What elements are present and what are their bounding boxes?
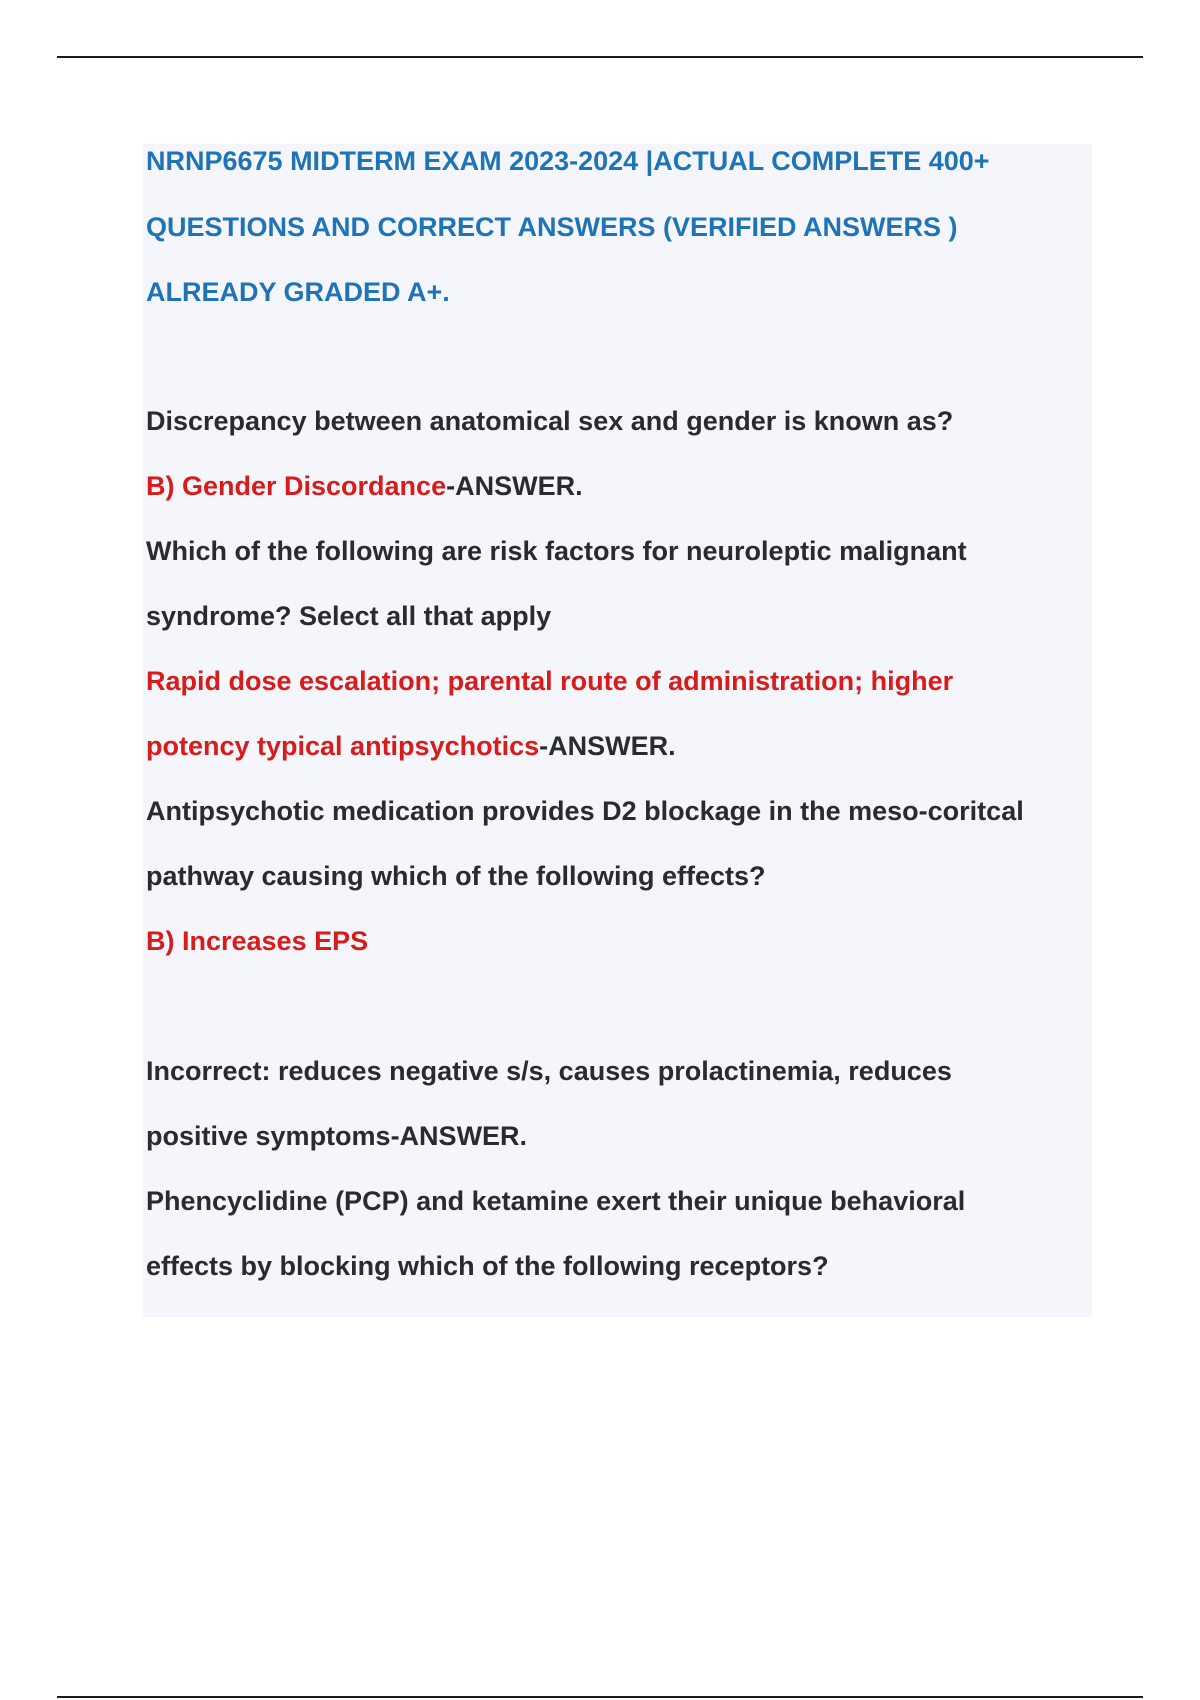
answer-1-line	[146, 470, 583, 502]
answer-2-line-2	[146, 730, 676, 762]
document-title-line-2: QUESTIONS AND CORRECT ANSWERS (VERIFIED ANSWERS )	[146, 212, 958, 242]
header-rule	[57, 56, 1143, 58]
answer-2-line-1: Rapid dose escalation; parental route of administration; higher	[146, 666, 954, 696]
question-3-line-2: pathway causing which of the following effects?	[146, 861, 766, 891]
answer-2-text: potency typical antipsychotics	[146, 731, 540, 761]
footer-rule	[57, 1696, 1143, 1698]
answer-3: B) Increases EPS	[146, 926, 369, 956]
question-4-line-2: effects by blocking which of the following receptors?	[146, 1251, 829, 1281]
question-2-line-2: syndrome? Select all that apply	[146, 601, 552, 631]
answer-2-suffix: -ANSWER.	[539, 731, 676, 761]
document-title-line-3: ALREADY GRADED A+.	[146, 277, 450, 307]
answer-3-explanation-line-2: positive symptoms-ANSWER.	[146, 1121, 528, 1151]
answer-1-suffix: -ANSWER.	[446, 471, 583, 501]
answer-3-explanation-line-1: Incorrect: reduces negative s/s, causes prolactinemia, reduces	[146, 1056, 952, 1086]
question-1: Discrepancy between anatomical sex and gender is known as?	[146, 406, 954, 436]
answer-1: B) Gender Discordance	[146, 471, 447, 501]
question-4-line-1: Phencyclidine (PCP) and ketamine exert their unique behavioral	[146, 1186, 966, 1216]
question-2-line-1: Which of the following are risk factors for neuroleptic malignant	[146, 536, 967, 566]
document-title-line-1: NRNP6675 MIDTERM EXAM 2023-2024 |ACTUAL COMPLETE 400+	[146, 146, 990, 176]
question-3-line-1: Antipsychotic medication provides D2 blockage in the meso-coritcal	[146, 796, 1024, 826]
